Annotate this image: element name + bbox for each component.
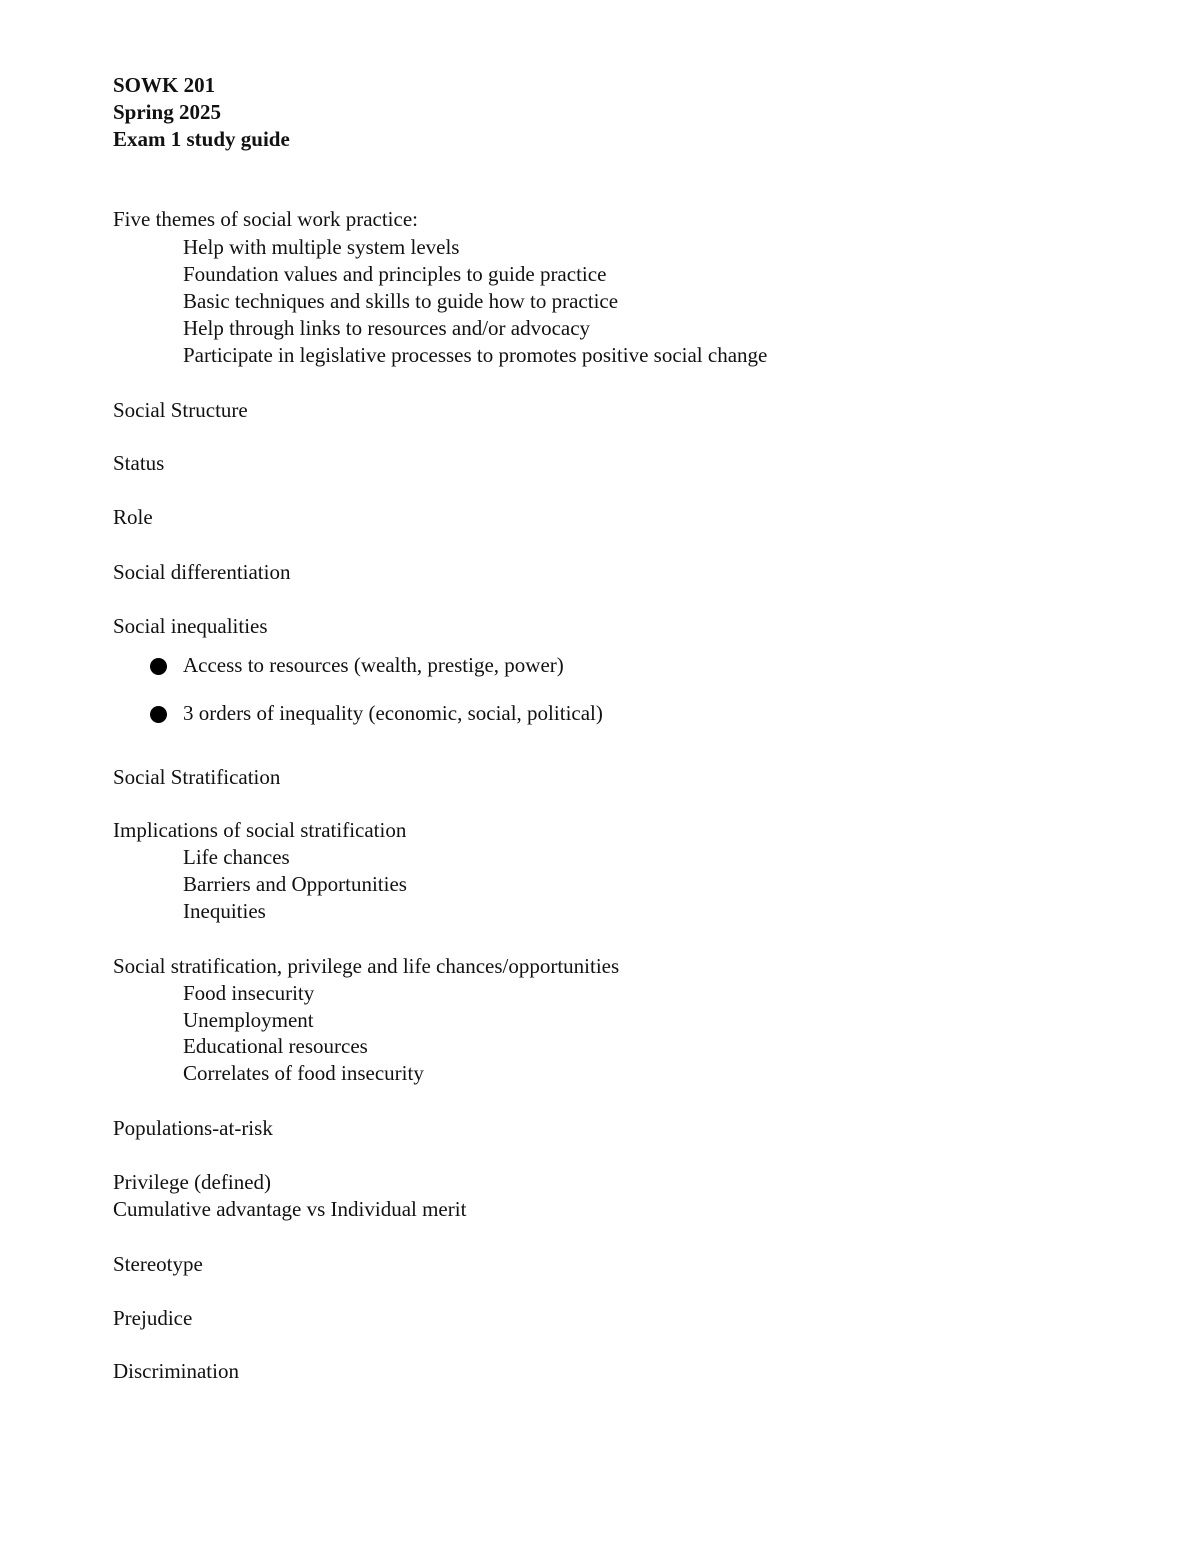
privilege-section-item: Educational resources [183, 1034, 368, 1058]
stratification-heading: Social Stratification [113, 765, 281, 789]
theme-item: Foundation values and principles to guide practice [183, 262, 607, 286]
inequalities-heading: Social inequalities [113, 614, 268, 638]
privilege-section-item: Food insecurity [183, 981, 315, 1005]
inequality-bullet: 3 orders of inequality (economic, social, political) [183, 701, 603, 725]
term-prejudice: Prejudice [113, 1306, 193, 1330]
inequality-bullet: Access to resources (wealth, prestige, power) [183, 653, 564, 677]
term-status: Status [113, 451, 165, 475]
theme-item: Basic techniques and skills to guide how to practice [183, 289, 619, 313]
implication-item: Life chances [183, 845, 290, 869]
bullet-icon [150, 658, 167, 675]
term-role: Role [113, 505, 153, 529]
privilege-section-item: Correlates of food insecurity [183, 1061, 424, 1085]
term: Spring 2025 [113, 100, 221, 124]
theme-item: Participate in legislative processes to promotes positive social change [183, 343, 768, 367]
term-discrimination: Discrimination [113, 1359, 239, 1383]
document-title: Exam 1 study guide [113, 127, 290, 151]
theme-item: Help through links to resources and/or advocacy [183, 316, 591, 340]
course-code: SOWK 201 [113, 73, 216, 97]
themes-heading: Five themes of social work practice: [113, 207, 418, 231]
populations-at-risk: Populations-at-risk [113, 1116, 273, 1140]
theme-item: Help with multiple system levels [183, 235, 460, 259]
implications-heading: Implications of social stratification [113, 818, 407, 842]
implication-item: Barriers and Opportunities [183, 872, 407, 896]
bullet-icon [150, 706, 167, 723]
privilege-section-heading: Social stratification, privilege and life chances/opportunities [113, 954, 620, 978]
term-stereotype: Stereotype [113, 1252, 203, 1276]
term-social-differentiation: Social differentiation [113, 560, 291, 584]
privilege-section-item: Unemployment [183, 1008, 314, 1032]
term-social-structure: Social Structure [113, 398, 248, 422]
implication-item: Inequities [183, 899, 266, 923]
privilege-defined: Privilege (defined) [113, 1170, 272, 1194]
privilege-contrast: Cumulative advantage vs Individual merit [113, 1197, 467, 1221]
